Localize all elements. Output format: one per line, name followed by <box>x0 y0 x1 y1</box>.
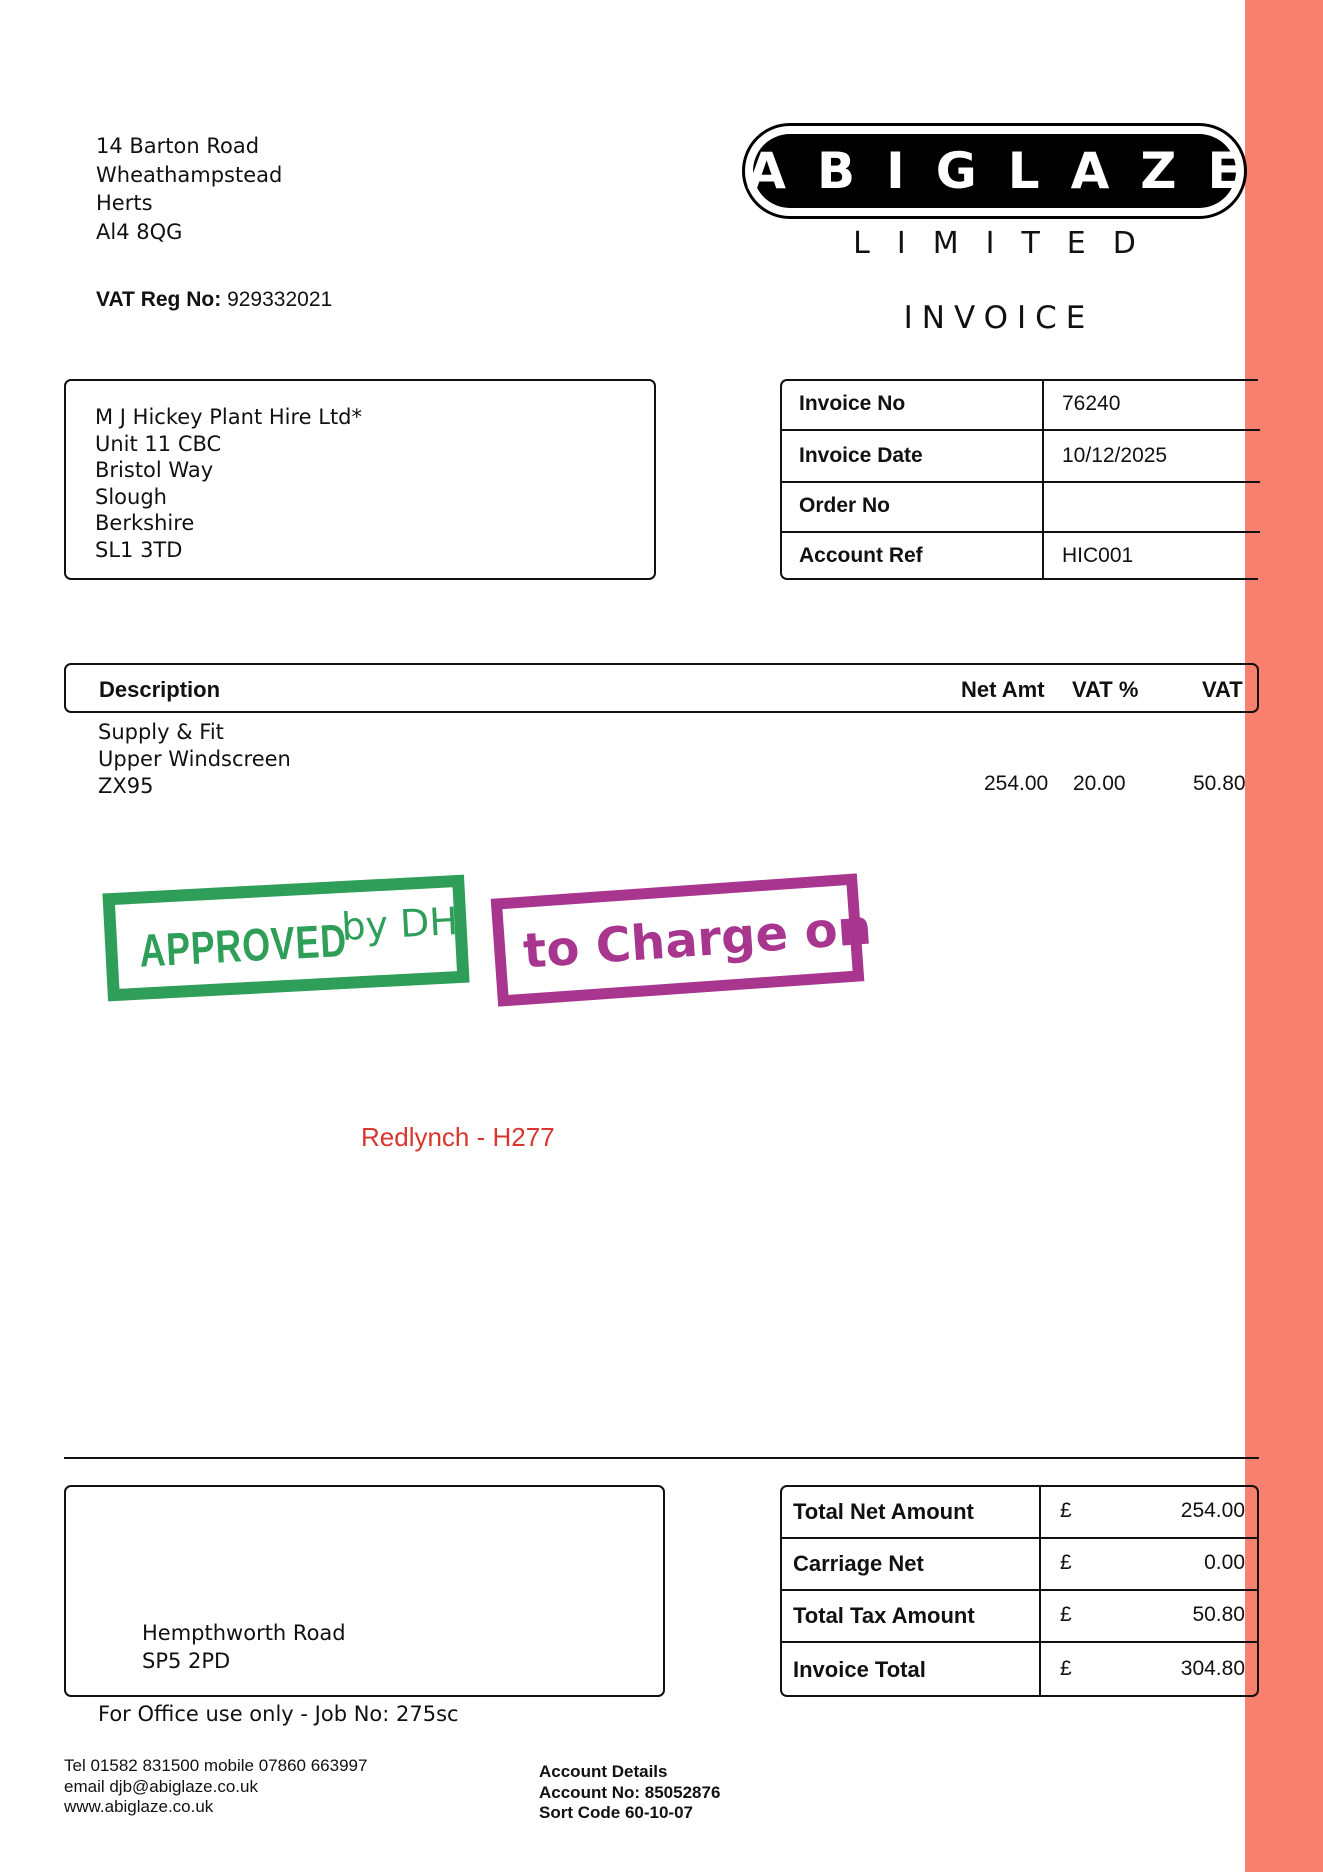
invoice-total-label: Invoice Total <box>793 1657 926 1682</box>
customer-line: SL1 3TD <box>95 537 183 562</box>
logo-inner <box>747 134 1273 208</box>
invoice-details-table <box>780 379 1258 580</box>
customer-line: Unit 11 CBC <box>95 431 222 456</box>
customer-line: Slough <box>95 484 167 509</box>
currency-symbol: £ <box>1060 1499 1072 1522</box>
account-ref-row <box>782 533 1260 583</box>
contact-line: Tel 01582 831500 mobile 07860 663997 <box>64 1756 368 1775</box>
delivery-line: SP5 2PD <box>142 1649 231 1673</box>
order-no-label: Order No <box>799 494 891 517</box>
total-net-value: 254.00 <box>1180 1499 1245 1522</box>
currency-symbol: £ <box>1060 1603 1072 1626</box>
currency-symbol: £ <box>1060 1657 1072 1680</box>
contact-details <box>64 1756 367 1818</box>
customer-address <box>95 404 362 564</box>
customer-line: Berkshire <box>95 511 195 536</box>
col-net-amt: Net Amt <box>961 677 1045 702</box>
invoice-date-value: 10/12/2025 <box>1062 444 1168 467</box>
document-title: INVOICE <box>903 300 1095 336</box>
item-description-line: Upper Windscreen <box>98 747 291 771</box>
charge-stamp <box>491 873 874 1006</box>
supplier-address-line: Herts <box>96 191 153 215</box>
item-vat-pct: 20.00 <box>1073 772 1126 795</box>
supplier-address-line: Al4 8QG <box>96 219 183 244</box>
account-ref-label: Account Ref <box>799 544 923 567</box>
carriage-net-label: Carriage Net <box>793 1551 924 1576</box>
supplier-address-line: Wheathampstead <box>96 162 283 187</box>
item-vat: 50.80 <box>1193 772 1246 795</box>
carriage-net-value: 0.00 <box>1204 1551 1245 1574</box>
items-header <box>64 663 1259 713</box>
charge-stamp-text: to Charge on <box>521 899 874 980</box>
account-line: Sort Code 60-10-07 <box>539 1803 693 1822</box>
vat-reg-value: 929332021 <box>227 288 333 311</box>
item-description-line: Supply & Fit <box>98 720 224 744</box>
approved-by-text: by DH <box>340 899 460 950</box>
total-net-label: Total Net Amount <box>793 1499 974 1524</box>
account-line: Account Details <box>539 1762 668 1781</box>
vat-registration <box>96 288 332 312</box>
total-tax-row <box>782 1591 1257 1643</box>
carriage-net-row <box>782 1539 1257 1591</box>
delivery-address <box>142 1619 346 1675</box>
currency-symbol: £ <box>1060 1551 1072 1574</box>
customer-line: M J Hickey Plant Hire Ltd* <box>95 405 363 429</box>
approved-stamp-text: APPROVED <box>138 913 349 977</box>
account-line: Account No: 85052876 <box>539 1782 721 1802</box>
vat-reg-label: VAT Reg No: <box>96 288 222 311</box>
item-description <box>98 719 291 800</box>
divider-line <box>64 1457 1259 1459</box>
col-vat: VAT <box>1202 677 1243 702</box>
invoice-total-value: 304.80 <box>1180 1657 1245 1680</box>
logo-pill <box>742 123 1273 219</box>
item-description-line: ZX95 <box>98 774 154 798</box>
order-no-row <box>782 483 1260 533</box>
invoice-date-row <box>782 433 1260 483</box>
delivery-line: Hempthworth Road <box>142 1621 346 1645</box>
supplier-address-line: 14 Barton Road <box>96 134 260 158</box>
col-vat-pct: VAT % <box>1072 677 1139 702</box>
annotation-note: Redlynch - H277 <box>361 1122 555 1152</box>
account-ref-value: HIC001 <box>1062 544 1134 567</box>
office-use-note: For Office use only - Job No: 275sc <box>98 1702 459 1726</box>
supplier-address <box>96 132 282 246</box>
invoice-no-value: 76240 <box>1062 392 1121 415</box>
contact-line: email djb@abiglaze.co.uk <box>64 1776 258 1796</box>
invoice-date-label: Invoice Date <box>799 444 923 467</box>
total-net-row <box>782 1487 1257 1539</box>
total-tax-value: 50.80 <box>1192 1603 1245 1626</box>
totals-table <box>780 1485 1259 1697</box>
logo-suffix: LIMITED <box>853 226 1163 261</box>
contact-line: www.abiglaze.co.uk <box>64 1797 214 1816</box>
company-logo <box>742 120 1273 220</box>
account-details <box>539 1762 720 1824</box>
col-description: Description <box>99 677 221 702</box>
invoice-total-row <box>782 1645 1257 1697</box>
customer-line: Bristol Way <box>95 458 214 483</box>
invoice-no-row <box>782 381 1260 431</box>
total-tax-label: Total Tax Amount <box>793 1603 975 1628</box>
invoice-no-label: Invoice No <box>799 392 906 415</box>
item-net-amt: 254.00 <box>984 772 1049 795</box>
logo-name: ABIGLAZE <box>747 142 1273 200</box>
approved-stamp <box>102 875 469 1002</box>
